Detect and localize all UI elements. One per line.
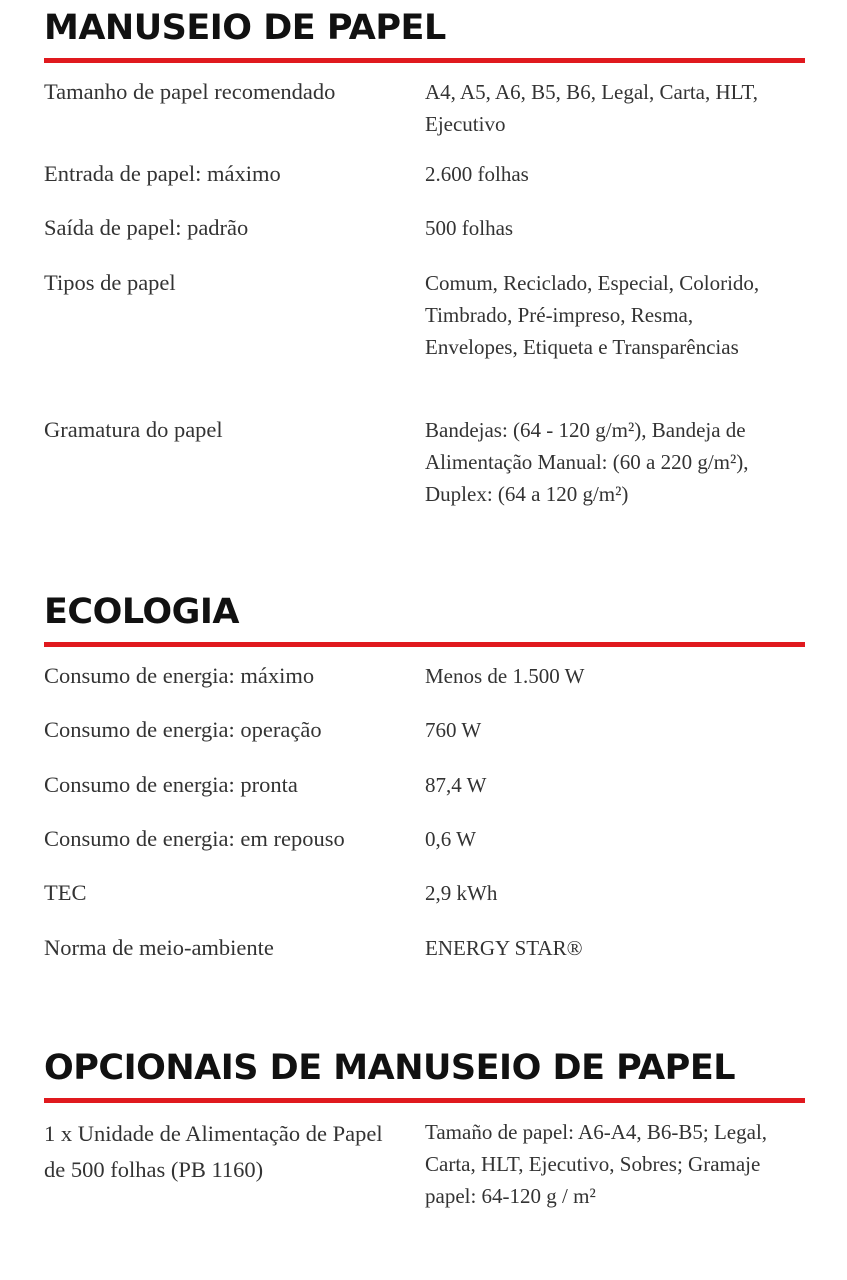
- spec-value: Tamaño de papel: A6-A4, B6-B5; Legal, Carta, HLT, Ejecutivo, Sobres; Gramaje papel: 64-120 g / m²: [425, 1120, 768, 1208]
- spec-label: TEC: [44, 880, 87, 905]
- spec-label: Tamanho de papel recomendado: [44, 79, 336, 104]
- spec-value: Menos de 1.500 W: [425, 664, 585, 688]
- spec-label: Consumo de energia: pronta: [44, 772, 298, 797]
- section-divider: [44, 58, 805, 63]
- section-title: OPCIONAIS DE MANUSEIO DE PAPEL: [44, 1048, 736, 1088]
- spec-label: Consumo de energia: em repouso: [44, 826, 345, 851]
- spec-label: Norma de meio-ambiente: [44, 935, 274, 960]
- spec-label: Saída de papel: padrão: [44, 215, 249, 240]
- section-divider: [44, 1098, 805, 1103]
- section-title: MANUSEIO DE PAPEL: [44, 8, 446, 48]
- spec-label: Consumo de energia: máximo: [44, 663, 315, 688]
- spec-value: A4, A5, A6, B5, B6, Legal, Carta, HLT, Ejecutivo: [425, 80, 759, 136]
- section-ecologia: [44, 590, 805, 960]
- spec-label: Consumo de energia: operação: [44, 717, 322, 742]
- spec-value: ENERGY STAR®: [425, 936, 583, 960]
- spec-label: 1 x Unidade de Alimentação de Papel de 500 folhas (PB 1160): [44, 1121, 383, 1182]
- spec-value: Bandejas: (64 - 120 g/m²), Bandeja de Alimentação Manual: (60 a 220 g/m²), Duplex: (64 a 120 g/m²): [425, 418, 749, 506]
- spec-value: 500 folhas: [425, 216, 514, 240]
- spec-label: Tipos de papel: [44, 270, 176, 295]
- section-title: ECOLOGIA: [44, 592, 239, 632]
- spec-value: 2,9 kWh: [425, 881, 498, 905]
- spec-value: 760 W: [425, 718, 482, 742]
- spec-value: 2.600 folhas: [425, 162, 529, 186]
- spec-label: Gramatura do papel: [44, 417, 223, 442]
- spec-value: Comum, Reciclado, Especial, Colorido, Timbrado, Pré-impreso, Resma, Envelopes, Etiqueta e Transparências: [425, 271, 760, 359]
- spec-value: 0,6 W: [425, 827, 476, 851]
- section-manuseio-de-papel: [44, 6, 805, 506]
- section-opcionais-de-manuseio: [44, 1046, 805, 1208]
- section-divider: [44, 642, 805, 647]
- spec-value: 87,4 W: [425, 773, 487, 797]
- spec-label: Entrada de papel: máximo: [44, 161, 281, 186]
